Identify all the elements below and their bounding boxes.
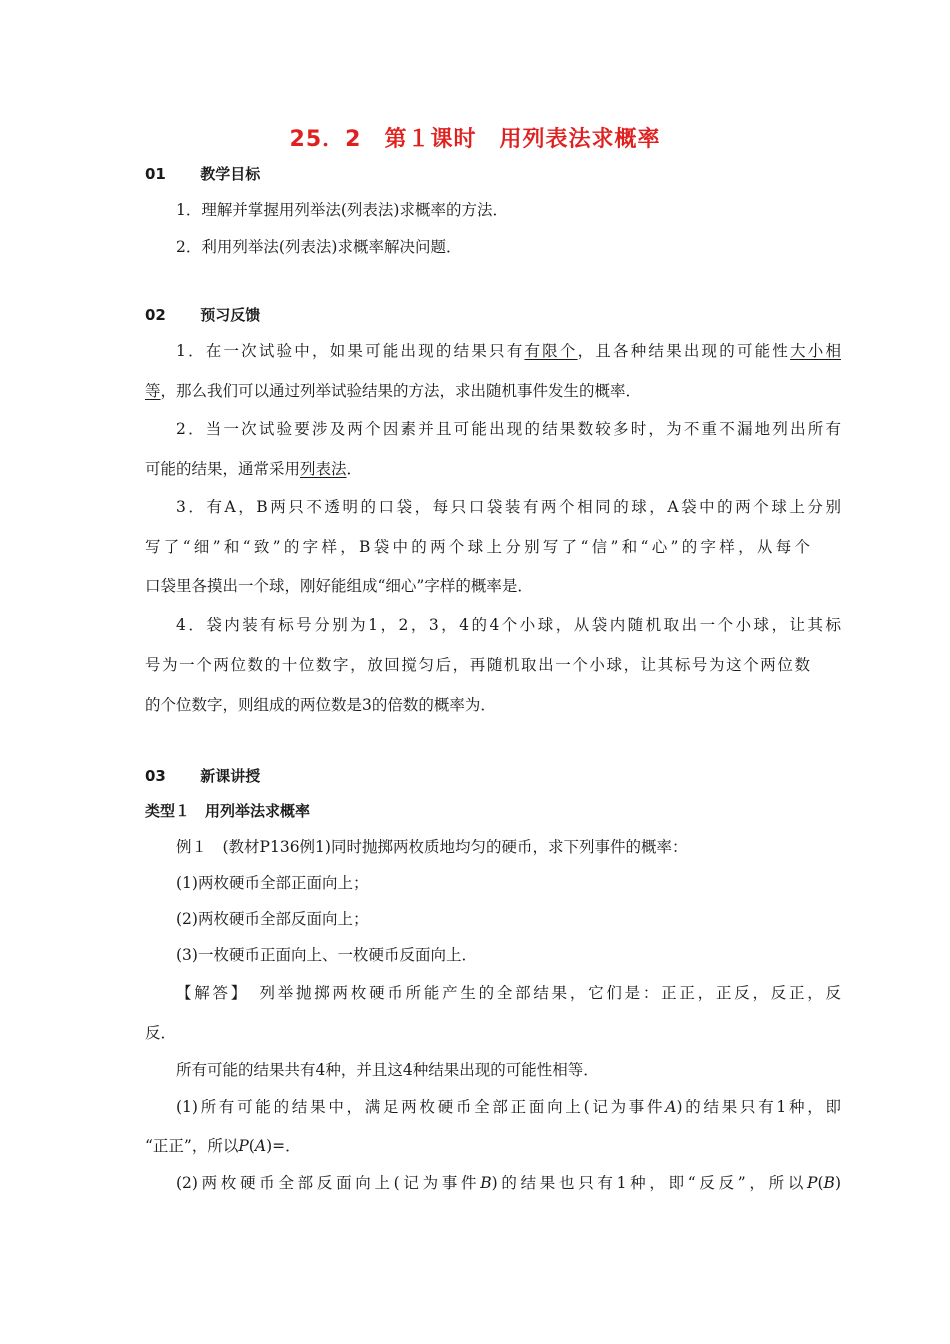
answer-underline: 有限个	[524, 342, 578, 360]
paragraph-line	[145, 459, 810, 479]
text-run: ，那么我们可以通过列举试验结果的方法，求出随机事件发生的概率．	[160, 382, 642, 400]
objective-item: 1．理解并掌握用列举法(列表法)求概率的方法．	[176, 201, 508, 219]
paragraph-line	[145, 341, 841, 361]
page-title: 25．2 第１课时 用列表法求概率	[289, 127, 661, 152]
text-run: (1)所有可能的结果中，满足两枚硬币全部正面向上(记为事件	[176, 1098, 666, 1116]
text-run: “正正”，所以	[145, 1137, 239, 1155]
answer-underline: 等	[145, 382, 161, 400]
paragraph-line: 号为一个两位数的十位数字，放回搅匀后，再随机取出一个小球，让其标号为这个两位数	[145, 656, 810, 674]
text-run: 可能的结果，通常采用	[145, 460, 301, 478]
math-variable: P	[238, 1137, 249, 1155]
paragraph-line: 4．袋内装有标号分别为1，2，3，4的4个小球，从袋内随机取出一个小球，让其标	[176, 616, 841, 634]
text-run: =．	[272, 1137, 301, 1155]
question-item: (1)两枚硬币全部正面向上；	[176, 874, 369, 892]
text-run: ，且各种结果出现的可能性	[577, 342, 791, 360]
paragraph-line: 写了“细”和“致”的字样，B袋中的两个球上分别写了“信”和“心”的字样，从每个	[145, 538, 810, 556]
paragraph-line: 反．	[145, 1024, 177, 1042]
math-variable: P	[807, 1174, 818, 1192]
section-title: 新课讲授	[200, 767, 261, 785]
paragraph-line: “正正”，所以P(A)=．	[145, 1137, 301, 1155]
text-run: 列举抛掷两枚硬币所能产生的全部结果，它们是：正正，正反，反正，反	[241, 984, 841, 1002]
question-item: (2)两枚硬币全部反面向上；	[176, 910, 369, 928]
section-number: 01	[145, 165, 166, 183]
text-run: (2)两枚硬币全部反面向上(记为事件	[176, 1174, 481, 1192]
paragraph-line: 口袋里各摸出一个球，刚好能组成“细心”字样的概率是．	[145, 577, 533, 595]
section-heading-preview	[145, 304, 260, 325]
paragraph-line: 的个位数字，则组成的两位数是3的倍数的概率为．	[145, 696, 496, 714]
text-run: )的结果只有1种，即	[676, 1098, 841, 1116]
paragraph-line	[145, 381, 810, 401]
paragraph-line	[145, 983, 841, 1003]
type-heading: 类型１ 用列举法求概率	[145, 802, 311, 820]
paragraph-line: 所有可能的结果共有4种，并且这4种结果出现的可能性相等．	[176, 1061, 599, 1079]
answer-tag: 【解答】	[176, 984, 242, 1002]
example-text: 例１ (教材P136例1)同时抛掷两枚质地均匀的硬币，求下列事件的概率：	[176, 838, 688, 856]
section-heading-objectives	[145, 163, 260, 184]
answer-underline: 大小相	[790, 342, 841, 360]
math-variable: B	[823, 1174, 835, 1192]
question-item: (3)一枚硬币正面向上、一枚硬币反面向上．	[176, 946, 477, 964]
paragraph-line: 2．当一次试验要涉及两个因素并且可能出现的结果数较多时，为不重不漏地列出所有	[176, 420, 841, 438]
objective-item: 2．利用列举法(列表法)求概率解决问题．	[176, 238, 462, 256]
text-run: )的结果也只有1种，即“反反”，所以	[491, 1174, 808, 1192]
paragraph-line	[145, 1097, 841, 1117]
section-title: 预习反馈	[200, 306, 261, 324]
math-variable: A	[665, 1098, 677, 1116]
section-heading-lecture	[145, 765, 260, 786]
math-variable: A	[254, 1137, 267, 1155]
paragraph-line: 3．有A，B两只不透明的口袋，每只口袋装有两个相同的球，A袋中的两个球上分别	[176, 498, 841, 516]
math-variable: B	[480, 1174, 492, 1192]
paragraph-line: (2)两枚硬币全部反面向上(记为事件B)的结果也只有1种，即“反反”，所以P(B)	[176, 1174, 841, 1192]
text-run: ．	[346, 460, 363, 478]
section-number: 03	[145, 767, 166, 785]
answer-underline: 列表法	[300, 460, 347, 478]
section-number: 02	[145, 306, 166, 324]
section-title: 教学目标	[200, 165, 261, 183]
text-run: 1．在一次试验中，如果可能出现的结果只有	[176, 342, 525, 360]
